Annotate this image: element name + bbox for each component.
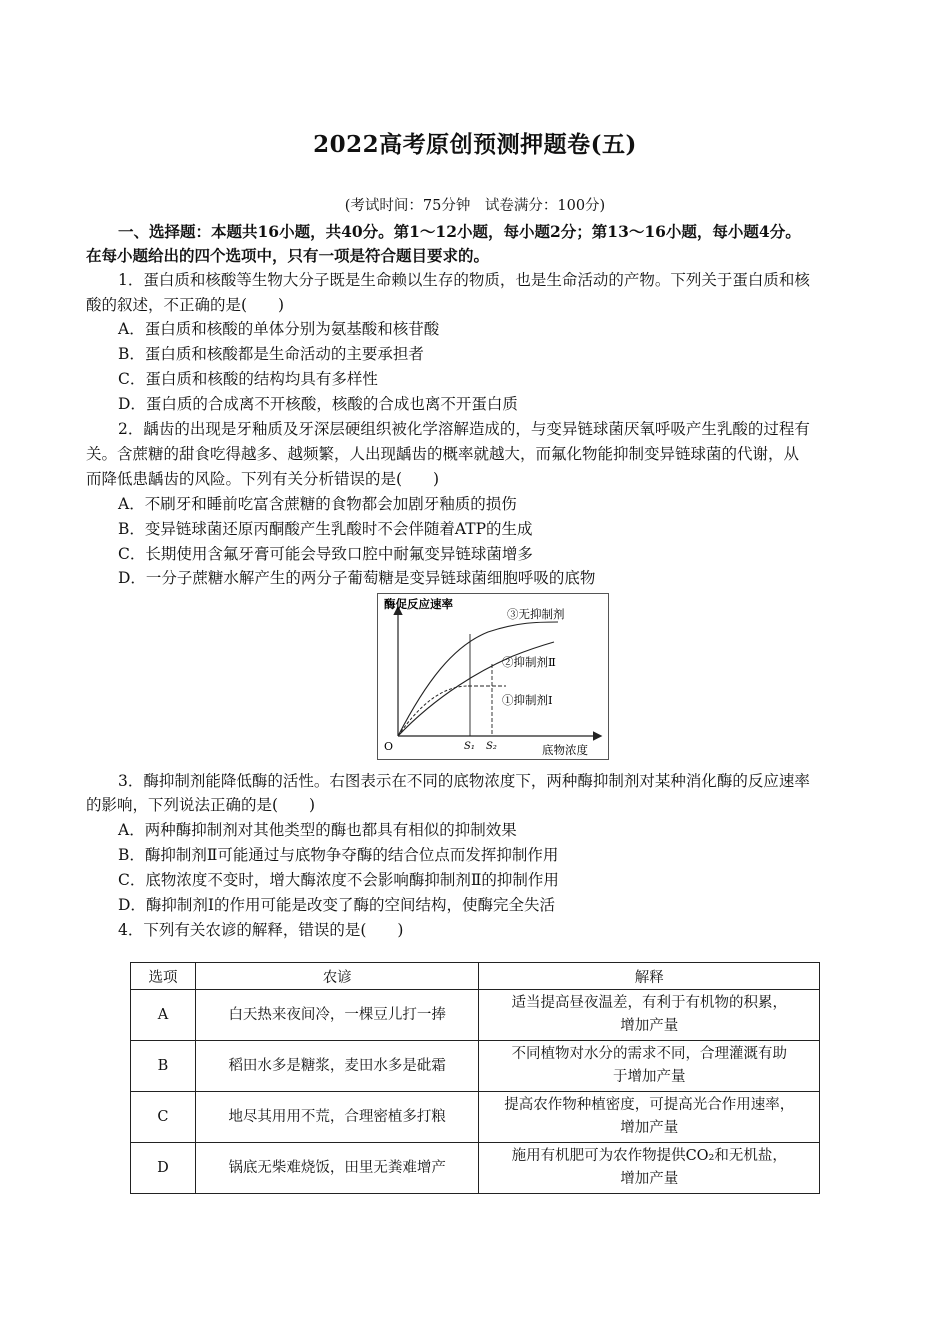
table-row [131, 1092, 820, 1143]
explanation-line1: 提高农作物种植密度，可提高光合作用速率， [504, 1097, 795, 1113]
q1-option-a: A．蛋白质和核酸的单体分别为氨基酸和核苷酸 [118, 320, 440, 338]
table-row [131, 1041, 820, 1092]
curve-label-2: ②抑制剂Ⅱ [502, 655, 556, 669]
enzyme-rate-figure [377, 593, 609, 760]
explanation-line2: 增加产量 [620, 1018, 679, 1034]
exam-info: (考试时间：75分钟 试卷满分：100分) [344, 198, 606, 214]
q4-stem: 4．下列有关农谚的解释，错误的是( ) [118, 921, 404, 939]
header-option: 选项 [131, 963, 196, 990]
curve-label-3: ③无抑制剂 [507, 607, 565, 621]
curve-inhibitor-1 [398, 686, 468, 736]
explanation-line2: 增加产量 [620, 1120, 679, 1136]
s1-label: S₁ [464, 741, 475, 752]
explanation-line1: 施用有机肥可为农作物提供CO₂和无机盐， [511, 1148, 787, 1164]
q3-stem-line2: 的影响，下列说法正确的是( ) [86, 796, 316, 814]
row-proverb: 白天热来夜间冷，一棵豆儿打一捧 [195, 990, 479, 1041]
row-explanation [479, 990, 820, 1041]
origin-label: O [384, 740, 394, 753]
table-header-row [131, 963, 820, 990]
q2-option-d: D．一分子蔗糖水解产生的两分子葡萄糖是变异链球菌细胞呼吸的底物 [118, 569, 596, 587]
row-option: B [131, 1041, 196, 1092]
table-row [131, 1143, 820, 1194]
q2-option-b: B．变异链球菌还原丙酮酸产生乳酸时不会伴随着ATP的生成 [118, 520, 533, 538]
s2-label: S₂ [486, 741, 497, 752]
q2-stem-line1: 2．龋齿的出现是牙釉质及牙深层硬组织被化学溶解造成的，与变异链球菌厌氧呼吸产生乳酸的过程有 [118, 420, 810, 438]
row-explanation [479, 1041, 820, 1092]
q3-option-b: B．酶抑制剂Ⅱ可能通过与底物争夺酶的结合位点而发挥抑制作用 [118, 846, 559, 864]
section-heading-line2: 在每小题给出的四个选项中，只有一项是符合题目要求的。 [86, 246, 490, 265]
q2-option-a: A．不刷牙和睡前吃富含蔗糖的食物都会加剧牙釉质的损伤 [118, 495, 517, 513]
row-option: D [131, 1143, 196, 1194]
header-proverb: 农谚 [195, 963, 479, 990]
explanation-line1: 适当提高昼夜温差，有利于有机物的积累， [511, 995, 787, 1011]
y-axis-label: 酶促反应速率 [384, 597, 453, 611]
q2-option-c: C．长期使用含氟牙膏可能会导致口腔中耐氟变异链球菌增多 [118, 545, 533, 563]
row-option: C [131, 1092, 196, 1143]
section-heading-line1: 一、选择题：本题共16小题，共40分。第1～12小题，每小题2分；第13～16小题，每小题4分。 [118, 222, 801, 241]
row-option: A [131, 990, 196, 1041]
curve-no-inhibitor [398, 622, 558, 736]
proverb-table [130, 962, 820, 1194]
explanation-line2: 增加产量 [620, 1171, 679, 1187]
table-row [131, 990, 820, 1041]
q2-stem-line2: 关。含蔗糖的甜食吃得越多、越频繁，人出现龋齿的概率就越大，而氟化物能抑制变异链球菌的代谢，从 [86, 445, 800, 463]
enzyme-rate-chart [378, 594, 608, 759]
q3-stem-line1: 3．酶抑制剂能降低酶的活性。右图表示在不同的底物浓度下，两种酶抑制剂对某种消化酶的反应速率 [118, 772, 810, 790]
row-proverb: 地尽其用用不荒，合理密植多打粮 [195, 1092, 479, 1143]
x-axis-label: 底物浓度 [542, 743, 588, 757]
q3-option-c: C．底物浓度不变时，增大酶浓度不会影响酶抑制剂Ⅱ的抑制作用 [118, 871, 559, 889]
q2-stem-line3: 而降低患龋齿的风险。下列有关分析错误的是( ) [86, 470, 440, 488]
explanation-line1: 不同植物对水分的需求不同，合理灌溉有助 [511, 1046, 787, 1062]
page-title: 2022高考原创预测押题卷(五) [313, 131, 637, 158]
q1-option-c: C．蛋白质和核酸的结构均具有多样性 [118, 370, 378, 388]
curve-label-1: ①抑制剂Ⅰ [502, 693, 553, 707]
row-proverb: 稻田水多是糖浆，麦田水多是砒霜 [195, 1041, 479, 1092]
q1-option-d: D．蛋白质的合成离不开核酸，核酸的合成也离不开蛋白质 [118, 395, 518, 413]
q3-option-d: D．酶抑制剂Ⅰ的作用可能是改变了酶的空间结构，使酶完全失活 [118, 896, 556, 914]
row-proverb: 锅底无柴难烧饭，田里无粪难增产 [195, 1143, 479, 1194]
q1-option-b: B．蛋白质和核酸都是生命活动的主要承担者 [118, 345, 424, 363]
row-explanation [479, 1092, 820, 1143]
q1-stem-line2: 酸的叙述，不正确的是( ) [86, 296, 285, 314]
q1-stem-line1: 1．蛋白质和核酸等生物大分子既是生命赖以生存的物质，也是生命活动的产物。下列关于蛋白质和核 [118, 271, 810, 289]
q3-option-a: A．两种酶抑制剂对其他类型的酶也都具有相似的抑制效果 [118, 821, 517, 839]
header-explanation: 解释 [479, 963, 820, 990]
row-explanation [479, 1143, 820, 1194]
explanation-line2: 于增加产量 [612, 1069, 686, 1085]
